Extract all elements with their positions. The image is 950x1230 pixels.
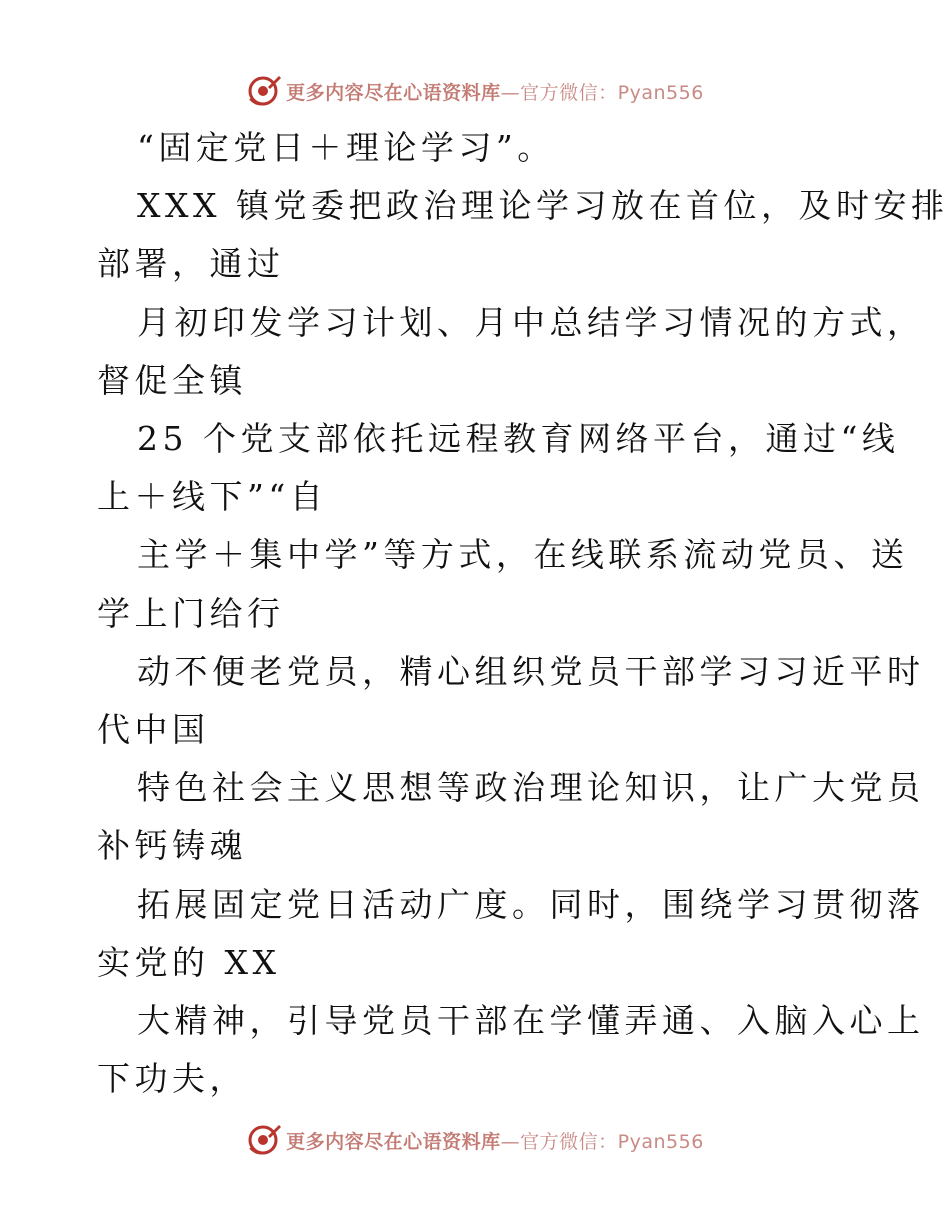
body-line: 月初印发学习计划、月中总结学习情况的方式，	[137, 303, 925, 342]
body-line: 大精神，引导党员干部在学懂弄通、入脑入心上	[137, 1001, 925, 1040]
body-line: 补钙铸魂	[97, 826, 247, 865]
body-line: 代中国	[97, 710, 210, 749]
body-line: 主学＋集中学”等方式，在线联系流动党员、送	[137, 535, 909, 574]
body-line: 实党的 XX	[97, 943, 281, 982]
body-line: 上＋线下”“自	[97, 477, 328, 516]
body-line: 动不便老党员，精心组织党员干部学习习近平时	[137, 652, 925, 691]
body-line: 下功夫，	[97, 1059, 247, 1098]
header-banner-text	[286, 78, 704, 105]
body-line: 学上门给行	[97, 594, 285, 633]
header-banner	[0, 71, 950, 111]
footer-banner	[0, 1120, 950, 1160]
footer-banner-text	[286, 1127, 704, 1154]
pen-circle-logo-icon	[246, 73, 282, 109]
body-line: 25 个党支部依托远程教育网络平台，通过“线	[137, 419, 900, 458]
body-line: 拓展固定党日活动广度。同时，围绕学习贯彻落	[137, 885, 925, 924]
header-banner-main: 更多内容尽在心语资料库	[286, 81, 501, 104]
pen-circle-logo-icon	[246, 1122, 282, 1158]
footer-banner-main: 更多内容尽在心语资料库	[286, 1130, 501, 1153]
body-line: 特色社会主义思想等政治理论知识，让广大党员	[137, 768, 925, 807]
body-line: 部署，通过	[97, 244, 285, 283]
footer-banner-contact: 官方微信：Pyan556	[520, 1130, 704, 1153]
header-banner-contact: 官方微信：Pyan556	[520, 81, 704, 104]
body-line: “固定党日＋理论学习”。	[137, 128, 555, 167]
header-banner-sep: —	[500, 81, 521, 104]
body-line: 督促全镇	[97, 361, 247, 400]
body-line: XXX 镇党委把政治理论学习放在首位，及时安排	[137, 186, 949, 225]
footer-banner-sep: —	[500, 1130, 521, 1153]
